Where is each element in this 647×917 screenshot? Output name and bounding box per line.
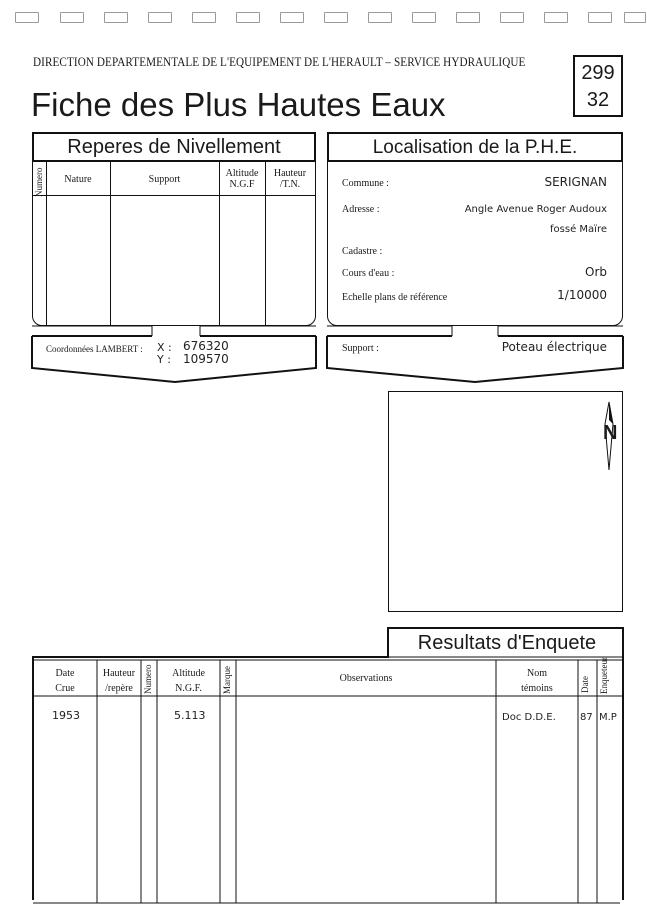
adresse-label: Adresse : — [342, 204, 380, 215]
col-hauteur — [265, 168, 315, 190]
col-observations: Observations — [339, 673, 393, 684]
col-altitude-line1: Altitude — [225, 168, 259, 179]
col-hauteur-repere — [97, 668, 141, 694]
col-date-crue-line2: Crue — [55, 683, 75, 694]
row-date: 87 — [580, 712, 593, 723]
col-date-crue-line1: Date — [55, 668, 75, 679]
col-enqueteur: Enqueteur — [599, 657, 609, 694]
echelle-label: Echelle plans de référence — [342, 292, 448, 303]
department-header: DIRECTION DEPARTEMENTALE DE L'EQUIPEMENT DE L'HERAULT – SERVICE HYDRAULIQUE — [33, 54, 526, 69]
commune-value: SERIGNAN — [544, 175, 607, 189]
reference-box — [573, 55, 623, 117]
col-altitude — [219, 168, 265, 190]
col-hauteur-line1: Hauteur — [273, 168, 307, 179]
col-nature: Nature — [64, 174, 92, 185]
support-label: Support : — [342, 343, 379, 354]
col-altitude-line2: N.G.F — [229, 179, 255, 190]
resultats-title: Resultats d'Enquete — [417, 632, 597, 654]
col-hauteur-repere-line1: Hauteur — [102, 668, 136, 679]
localisation-title: Localisation de la P.H.E. — [372, 137, 578, 158]
reference-top: 299 — [581, 62, 615, 84]
col-numero: Numero — [34, 167, 44, 197]
adresse-line1: Angle Avenue Roger Audoux — [464, 204, 607, 215]
reperes-title: Reperes de Nivellement — [67, 136, 281, 158]
col-support: Support — [148, 174, 181, 185]
x-value: 676320 — [183, 339, 229, 353]
adresse-line2: fossé Maïre — [550, 224, 607, 235]
map-box — [388, 391, 623, 612]
commune-label: Commune : — [342, 178, 389, 189]
coordinates-label: Coordonnées LAMBERT : — [46, 344, 143, 354]
x-label: X : — [157, 341, 172, 354]
row-enqueteur: M.P — [599, 712, 617, 723]
col-hauteur-line2: /T.N. — [279, 179, 301, 190]
col-marque: Marque — [222, 666, 232, 694]
col-res-numero: Numero — [143, 664, 153, 694]
north-label: N — [603, 422, 618, 444]
row-altitude: 5.113 — [174, 709, 206, 722]
page-title: Fiche des Plus Hautes Eaux — [31, 86, 446, 123]
row-nom: Doc D.D.E. — [502, 712, 556, 723]
echelle-value: 1/10000 — [557, 288, 607, 302]
y-label: Y : — [157, 353, 171, 366]
cours-eau-label: Cours d'eau : — [342, 268, 395, 279]
col-nom-line2: témoins — [521, 683, 553, 694]
col-res-altitude — [157, 668, 220, 694]
y-value: 109570 — [183, 352, 229, 366]
col-res-date: Date — [580, 676, 590, 693]
col-nom-temoins — [496, 668, 578, 694]
support-value: Poteau électrique — [501, 340, 607, 354]
reperes-title-box — [32, 132, 316, 162]
reference-bottom: 32 — [586, 89, 610, 111]
localisation-title-box — [327, 132, 623, 162]
resultats-frame — [0, 620, 647, 917]
col-res-altitude-line1: Altitude — [172, 668, 205, 679]
col-hauteur-repere-line2: /repère — [105, 683, 133, 694]
col-nom-line1: Nom — [527, 668, 547, 679]
col-date-crue — [33, 668, 97, 694]
row-date-crue: 1953 — [52, 709, 80, 722]
cours-eau-value: Orb — [585, 265, 607, 279]
col-res-altitude-line2: N.G.F. — [175, 683, 202, 694]
cadastre-label: Cadastre : — [342, 246, 383, 257]
